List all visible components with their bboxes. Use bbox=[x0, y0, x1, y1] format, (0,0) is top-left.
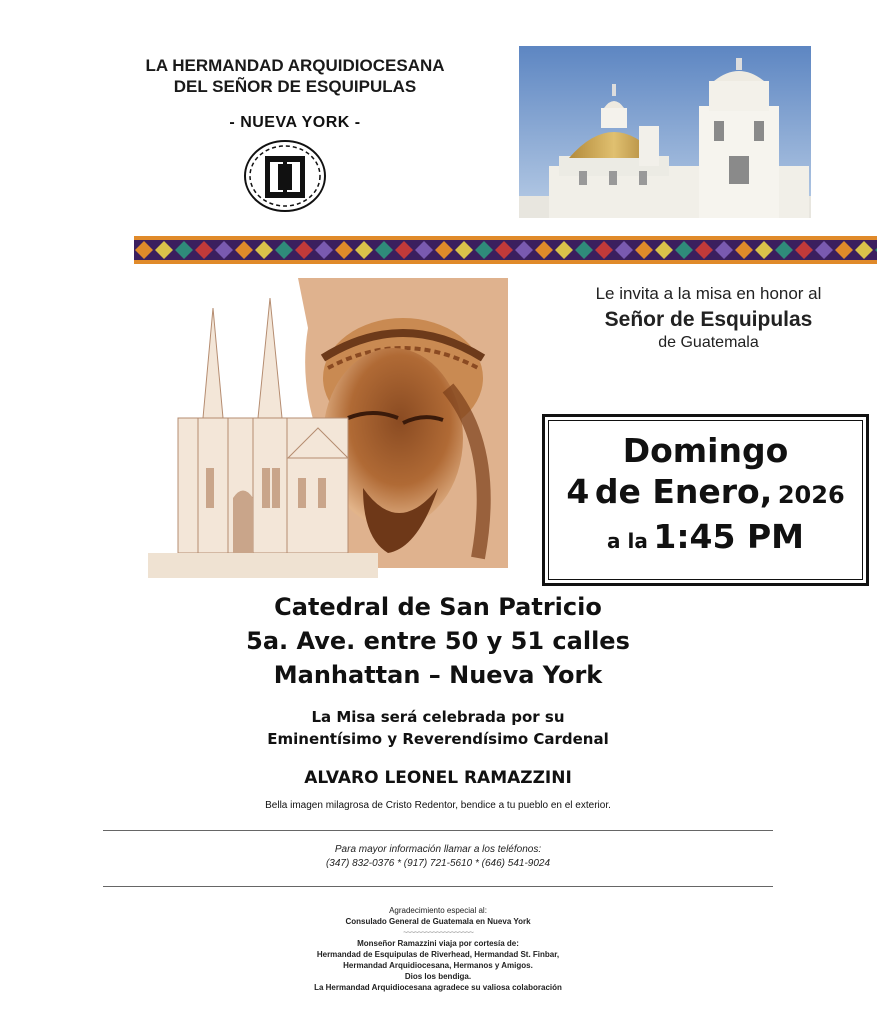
basilica-photo bbox=[519, 46, 811, 218]
credits-line2: Hermandad de Esquipulas de Riverhead, Hermandad St. Finbar, bbox=[316, 950, 560, 959]
event-time-line bbox=[549, 517, 862, 556]
venue-name: Catedral de San Patricio bbox=[274, 593, 602, 621]
cathedral-and-christ-artwork bbox=[148, 268, 518, 578]
event-date-month: de Enero, bbox=[594, 472, 773, 511]
thanks-separator: ~~~~~~~~~~~~~~~~~~~ bbox=[403, 928, 473, 937]
date-time-box-inner bbox=[548, 420, 863, 580]
venue-block bbox=[100, 590, 776, 692]
guatemalan-textile-band bbox=[134, 236, 877, 264]
travel-credits bbox=[100, 938, 776, 993]
credits-line3: Hermandad Arquidiocesana, Hermanos y Amigos. bbox=[343, 961, 533, 970]
organization-title bbox=[100, 55, 490, 97]
event-date bbox=[549, 472, 862, 511]
celebrant-intro bbox=[100, 706, 776, 750]
blessing-text: Bella imagen milagrosa de Cristo Redentor, bendice a tu pueblo en el exterior. bbox=[265, 800, 611, 811]
brotherhood-emblem bbox=[242, 138, 328, 214]
invitation-line1: Le invita a la misa en honor al bbox=[595, 284, 822, 303]
celebrant-line1: La Misa será celebrada por su bbox=[311, 708, 565, 726]
divider-top bbox=[103, 830, 773, 831]
venue-address: 5a. Ave. entre 50 y 51 calles bbox=[246, 627, 630, 655]
credits-line5: La Hermandad Arquidiocesana agradece su valiosa colaboración bbox=[314, 983, 562, 992]
thanks-consulate: Consulado General de Guatemala en Nueva York bbox=[345, 917, 531, 926]
event-day: Domingo bbox=[622, 431, 789, 470]
org-title-line1: LA HERMANDAD ARQUIDIOCESANA bbox=[145, 56, 445, 75]
org-location: - NUEVA YORK - bbox=[229, 114, 361, 131]
thanks-line1: Agradecimiento especial al: bbox=[389, 906, 487, 915]
org-title-line2: DEL SEÑOR DE ESQUIPULAS bbox=[173, 77, 417, 96]
credits-line1: Monseñor Ramazzini viaja por cortesía de: bbox=[357, 939, 519, 948]
venue-city: Manhattan – Nueva York bbox=[273, 661, 603, 689]
contact-line1: Para mayor información llamar a los teléfonos: bbox=[334, 844, 542, 855]
divider-bottom bbox=[103, 886, 773, 887]
celebrant-line2: Eminentísimo y Reverendísimo Cardenal bbox=[267, 730, 609, 748]
invitation-line3: de Guatemala bbox=[658, 334, 759, 351]
invitation-honoree: Señor de Esquipulas bbox=[604, 308, 813, 331]
event-year: 2026 bbox=[777, 481, 845, 509]
event-date-number: 4 bbox=[566, 472, 590, 511]
event-time-prefix: a la bbox=[607, 529, 648, 553]
date-time-box bbox=[542, 414, 869, 586]
event-time: 1:45 PM bbox=[653, 517, 804, 556]
contact-phones: (347) 832-0376 * (917) 721-5610 * (646) 541-9024 bbox=[325, 858, 551, 869]
special-thanks bbox=[100, 905, 776, 938]
cardinal-name: ALVARO LEONEL RAMAZZINI bbox=[304, 768, 572, 788]
contact-info bbox=[100, 843, 776, 871]
invitation-text bbox=[540, 284, 877, 352]
credits-line4: Dios los bendiga. bbox=[404, 972, 472, 981]
